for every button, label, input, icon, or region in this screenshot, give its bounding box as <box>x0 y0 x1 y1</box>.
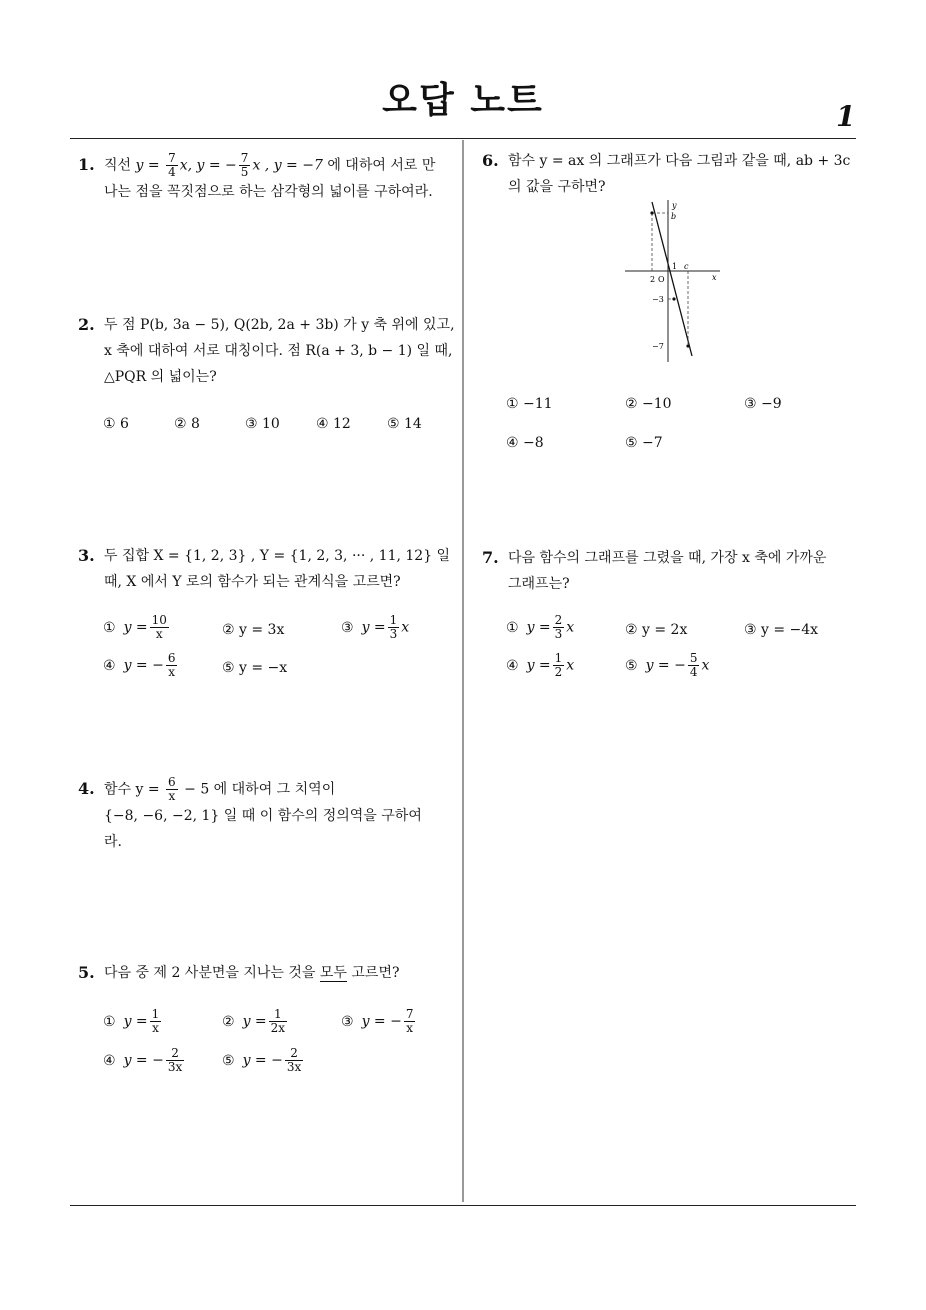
option-4[interactable]: ④ y = − $\frac{2}{3x}$ <box>103 1046 183 1074</box>
text: 다음 중 제 2 사분면을 지나는 것을 <box>104 965 316 981</box>
point <box>650 211 653 214</box>
label-minus-7: −7 <box>652 342 664 351</box>
label-b: b <box>671 212 677 221</box>
option-2[interactable]: ② y = 3x <box>222 622 285 638</box>
text: 고르면? <box>351 965 400 981</box>
math: x , <box>252 157 270 174</box>
question-number: 5. <box>78 963 95 982</box>
question-number: 7. <box>482 548 499 567</box>
text: x 축에 대하여 서로 대칭이다. 점 R(a + 3, b − 1) 일 때, <box>104 343 453 359</box>
question-text <box>104 312 460 390</box>
option-5[interactable]: ⑤ −7 <box>625 435 663 451</box>
column-divider <box>462 140 464 1202</box>
option-4[interactable]: ④ y = − $\frac{6}{x}$ <box>103 651 176 679</box>
text: 함수 y = <box>104 781 160 798</box>
fraction: $\frac{6}{x}$ <box>168 775 176 803</box>
question-text <box>104 776 460 855</box>
text: 에 대하여 서로 만 <box>327 157 436 174</box>
question-1 <box>78 152 460 205</box>
text: 때, X 에서 Y 로의 함수가 되는 관계식을 고르면? <box>104 574 401 590</box>
option-4[interactable]: ④ y = $\frac{1}{2}$ x <box>506 651 575 679</box>
text: 두 점 P(b, 3a − 5), Q(2b, 2a + 3b) 가 y 축 위에 있고, <box>104 317 455 333</box>
question-text <box>508 545 862 597</box>
x-axis-label: x <box>712 273 717 282</box>
option-5[interactable]: ⑤ y = − $\frac{2}{3x}$ <box>222 1046 302 1074</box>
point <box>686 344 689 347</box>
question-number: 3. <box>78 546 95 565</box>
y-axis-label: y <box>672 201 677 210</box>
option-5[interactable]: ⑤ y = −x <box>222 660 288 676</box>
label-2: 2 <box>650 275 656 284</box>
label-minus-3: −3 <box>652 295 664 304</box>
option-5[interactable]: ⑤ 14 <box>387 416 422 432</box>
underlined-text: 모두 <box>319 965 347 981</box>
option-1[interactable]: ① y = $\frac{1}{x}$ <box>103 1007 160 1035</box>
question-text <box>104 152 460 205</box>
question-6 <box>482 148 862 200</box>
top-rule <box>70 138 856 139</box>
option-3[interactable]: ③ y = −4x <box>744 622 819 638</box>
option-3[interactable]: ③ y = − $\frac{7}{x}$ <box>341 1007 414 1035</box>
bottom-rule <box>70 1205 856 1206</box>
option-2[interactable]: ② y = 2x <box>625 622 688 638</box>
page-title: 오답 노트 <box>382 80 544 121</box>
question-text <box>508 148 862 200</box>
origin-label: O <box>658 275 665 284</box>
option-3[interactable]: ③ y = $\frac{1}{3}$ x <box>341 613 410 641</box>
question-number: 6. <box>482 151 499 170</box>
point <box>672 297 675 300</box>
label-1: 1 <box>672 262 678 271</box>
text: 나는 점을 꼭짓점으로 하는 삼각형의 넓이를 구하여라. <box>104 184 433 200</box>
option-5[interactable]: ⑤ y = − $\frac{5}{4}$ x <box>625 651 710 679</box>
fraction: $\frac{7}{4}$ <box>168 151 176 179</box>
math: y = −7 <box>273 157 323 174</box>
text: 함수 y = ax 의 그래프가 다음 그림과 같을 때, ab + 3c <box>508 153 851 169</box>
math: x, <box>179 157 193 174</box>
option-1[interactable]: ① −11 <box>506 396 553 412</box>
question-7 <box>482 545 862 597</box>
text: 의 값을 구하면? <box>508 179 606 195</box>
label-c: c <box>684 262 689 271</box>
page-number: 1 <box>836 100 856 133</box>
question-number: 2. <box>78 315 95 334</box>
option-3[interactable]: ③ 10 <box>245 416 280 432</box>
option-4[interactable]: ④ 12 <box>316 416 351 432</box>
question-number: 1. <box>78 155 95 174</box>
option-3[interactable]: ③ −9 <box>744 396 782 412</box>
fraction: $\frac{7}{5}$ <box>240 151 249 179</box>
option-4[interactable]: ④ −8 <box>506 435 544 451</box>
line-graph <box>620 198 724 364</box>
question-3 <box>78 543 460 595</box>
text: 라. <box>104 834 122 850</box>
option-2[interactable]: ② y = $\frac{1}{2x}$ <box>222 1007 286 1035</box>
question-5 <box>78 960 460 986</box>
question-number: 4. <box>78 779 95 798</box>
question-2 <box>78 312 460 390</box>
option-2[interactable]: ② −10 <box>625 396 672 412</box>
option-2[interactable]: ② 8 <box>174 416 200 432</box>
text: 다음 함수의 그래프를 그렸을 때, 가장 x 축에 가까운 <box>508 550 827 566</box>
text: {−8, −6, −2, 1} 일 때 이 함수의 정의역을 구하여 <box>104 808 422 824</box>
math: y = − <box>196 157 237 174</box>
option-1[interactable]: ① y = $\frac{2}{3}$ x <box>506 613 575 641</box>
question-4 <box>78 776 460 855</box>
text: △PQR 의 넓이는? <box>104 369 217 385</box>
math: y = <box>135 157 160 174</box>
text: 직선 <box>104 157 132 174</box>
question-text <box>104 960 460 986</box>
text: − 5 에 대하여 그 치역이 <box>184 781 336 798</box>
text: 두 집합 X = {1, 2, 3} , Y = {1, 2, 3, ··· , 11, 12} 일 <box>104 548 451 564</box>
question-text <box>104 543 460 595</box>
option-1[interactable]: ① y = $\frac{10}{x}$ <box>103 613 167 641</box>
text: 그래프는? <box>508 576 570 592</box>
option-1[interactable]: ① 6 <box>103 416 129 432</box>
